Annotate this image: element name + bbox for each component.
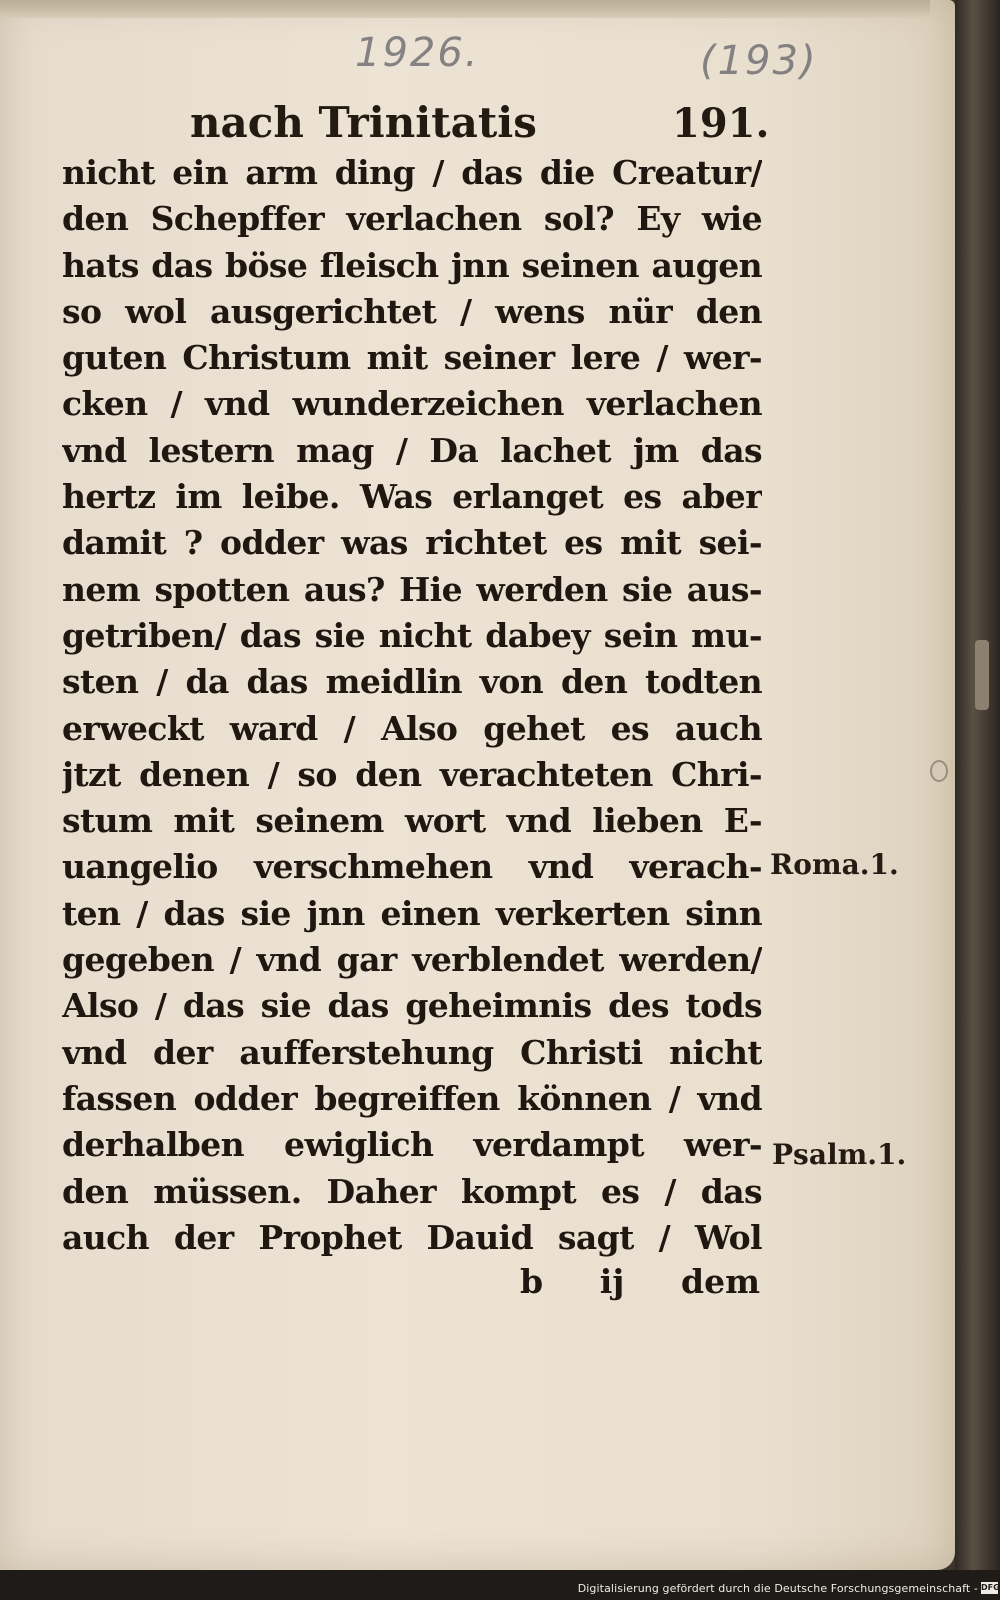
text-line: derhalben ewiglich verdampt wer-: [62, 1125, 762, 1165]
text-line: so wol ausgerichtet / wens nür den: [62, 291, 762, 331]
text-line: den Schepffer verlachen sol? Ey wie: [62, 199, 762, 239]
text-line: stum mit seinem wort vnd lieben E-: [62, 801, 762, 841]
marginal-note-psalm: Psalm.1.: [772, 1138, 907, 1171]
catchword: dem: [681, 1262, 760, 1301]
funding-credit: Digitalisierung gefördert durch die Deutsche Forschungsgemeinschaft -: [577, 1582, 978, 1595]
text-line: fassen odder begreiffen können / vnd: [62, 1078, 762, 1118]
pencil-note-left: 1926.: [355, 30, 480, 76]
text-line: erweckt ward / Also gehet es auch: [62, 708, 762, 748]
text-line: sten / da das meidlin von den todten: [62, 662, 762, 702]
text-line: vnd lestern mag / Da lachet jm das: [62, 430, 762, 470]
signature-number: ij: [599, 1262, 625, 1301]
page-number: 191.: [672, 100, 770, 147]
text-line: auch der Prophet Dauid sagt / Wol: [62, 1217, 762, 1257]
text-line: getriben/ das sie nicht dabey sein mu-: [62, 615, 762, 655]
text-line: hats das böse fleisch jnn seinen augen: [62, 245, 762, 285]
text-line: nem spotten aus? Hie werden sie aus-: [62, 569, 762, 609]
signature-mark: b: [520, 1262, 544, 1301]
text-line: uangelio verschmehen vnd verach-: [62, 847, 762, 887]
pencil-note-right: (193): [700, 38, 818, 84]
body-text: [62, 150, 762, 1261]
text-line: cken / vnd wunderzeichen verlachen: [62, 384, 762, 424]
text-line: damit ? odder was richtet es mit sei-: [62, 523, 762, 563]
text-line: gegeben / vnd gar verblendet werden/: [62, 940, 762, 980]
text-line: ten / das sie jnn einen verkerten sinn: [62, 893, 762, 933]
marginal-note-roma: Roma.1.: [770, 848, 899, 881]
text-line: vnd der aufferstehung Christi nicht: [62, 1032, 762, 1072]
spine-tie: [975, 640, 989, 710]
text-line: Also / das sie das geheimnis des tods: [62, 986, 762, 1026]
text-line: jtzt denen / so den verachteten Chri-: [62, 754, 762, 794]
text-line: guten Christum mit seiner lere / wer-: [62, 338, 762, 378]
page-top-edge: [0, 0, 930, 18]
binding-hole: [930, 760, 948, 782]
text-line: nicht ein arm ding / das die Creatur/: [62, 153, 762, 192]
catchline: [520, 1262, 760, 1301]
dfg-logo: DFG: [981, 1583, 1000, 1592]
text-line: hertz im leibe. Was erlanget es aber: [62, 477, 762, 517]
text-line: den müssen. Daher kompt es / das: [62, 1171, 762, 1211]
book-spine: [955, 0, 1000, 1570]
running-title: nach Trinitatis: [190, 98, 537, 147]
